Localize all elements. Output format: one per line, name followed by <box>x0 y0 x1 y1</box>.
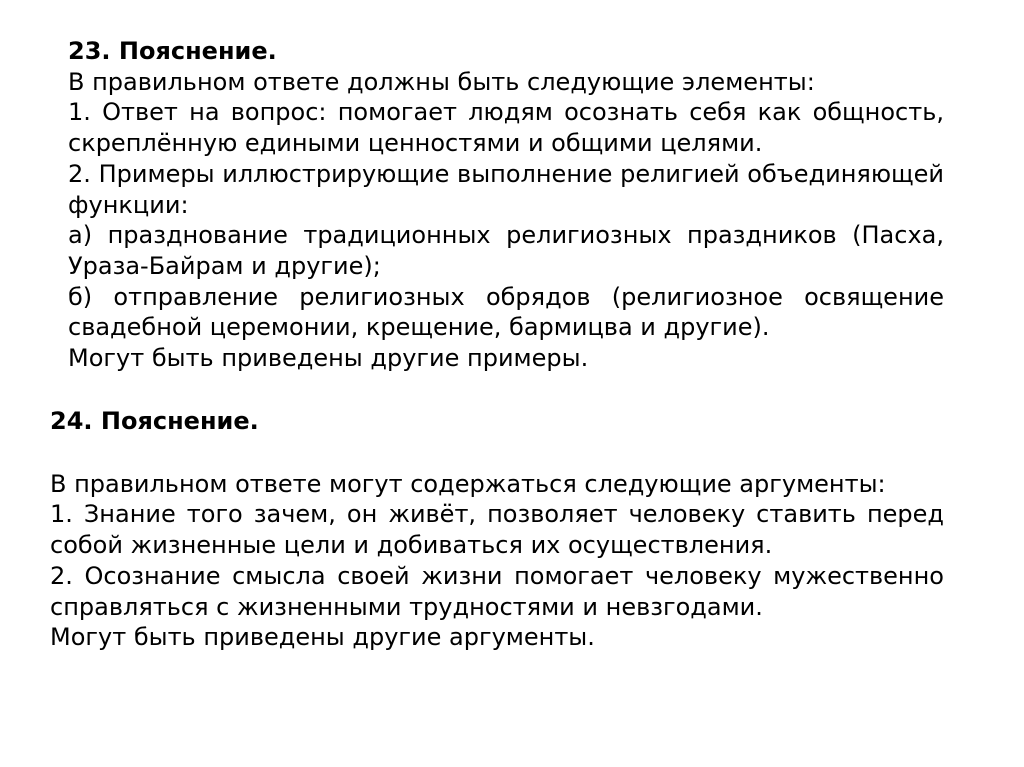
section-23-item-1: 1. Ответ на вопрос: помогает людям осознать себя как общность, скреплённую едиными ценностями и общими целями. <box>68 98 944 158</box>
section-23-item-b: б) отправление религиозных обрядов (религиозное освящение свадебной церемонии, крещение, бармицва и другие). <box>68 282 944 342</box>
section-24-item-1: 1. Знание того зачем, он живёт, позволяет человеку ставить перед собой жизненные цели и добиваться их осуществления. <box>50 500 944 560</box>
section-24 <box>50 406 944 653</box>
section-24-heading: 24. Пояснение. <box>50 407 259 435</box>
section-23 <box>68 36 944 374</box>
section-23-item-2: 2. Примеры иллюстрирующие выполнение религией объединяющей функции: <box>68 159 944 219</box>
spacer <box>50 437 944 469</box>
section-23-item-a: а) празднование традиционных религиозных праздников (Пасха, Ураза-Байрам и другие); <box>68 221 944 280</box>
section-23-closing: Могут быть приведены другие примеры. <box>68 344 589 373</box>
section-23-intro: В правильном ответе должны быть следующие элементы: <box>68 67 815 96</box>
section-23-heading: 23. Пояснение. <box>68 37 277 65</box>
section-24-closing: Могут быть приведены другие аргументы. <box>50 623 595 652</box>
section-24-intro: В правильном ответе могут содержаться следующие аргументы: <box>50 469 886 498</box>
section-24-item-2: 2. Осознание смысла своей жизни помогает человеку мужественно справляться с жизненными трудностями и невзгодами. <box>50 561 944 621</box>
